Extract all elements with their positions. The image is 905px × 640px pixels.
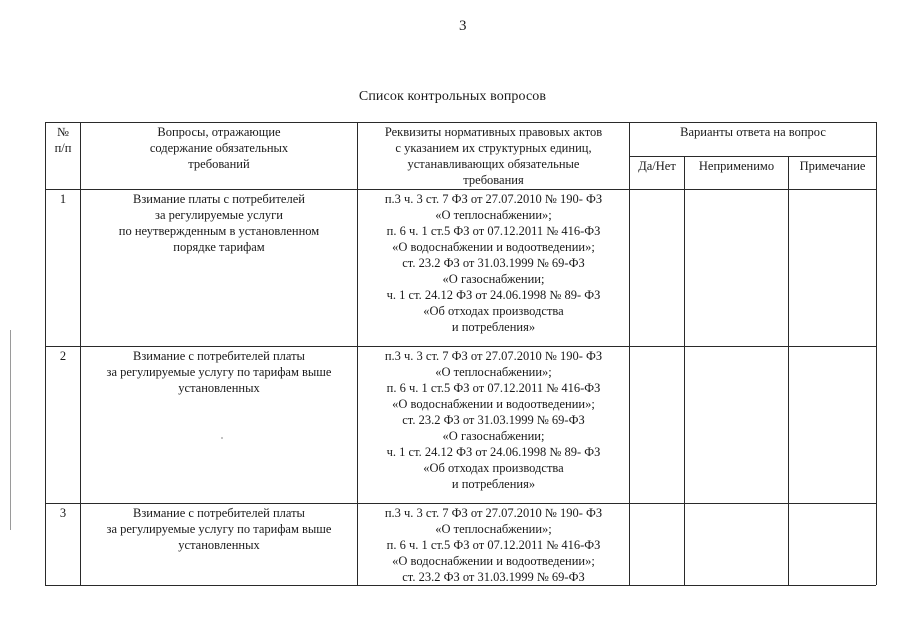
table-row [46,347,877,504]
requisite-line: п. 6 ч. 1 ст.5 ФЗ от 07.12.2011 № 416-ФЗ [386,224,601,238]
question-line: Взимание с потребителей платы [133,349,305,363]
header-requisites-line: требования [463,173,524,187]
question-line: по неутвержденным в установленном [118,224,320,238]
header-answer-yes-no: Да/Нет [630,156,685,190]
header-requisites-line: Реквизиты нормативных правовых актов [384,125,603,139]
question-line: установленных [178,381,260,395]
answer-note-cell[interactable] [789,504,877,587]
header-answers-group: Варианты ответа на вопрос [630,123,877,157]
requisite-line: «О газоснабжении; [442,272,545,286]
page-bottom-mask [0,585,905,640]
row-question [81,347,358,504]
header-questions [81,123,358,190]
scan-artifact-line [10,330,11,530]
requisite-line: «О водоснабжении и водоотведении»; [392,397,595,411]
header-requisites-line: с указанием их структурных единиц, [395,141,592,155]
requisite-line: «О теплоснабжении»; [435,522,552,536]
question-line: за регулируемые услугу по тарифам выше [106,522,332,536]
header-questions-line: содержание обязательных [149,141,289,155]
requisite-line: п. 6 ч. 1 ст.5 ФЗ от 07.12.2011 № 416-ФЗ [386,381,601,395]
header-num-line: п/п [54,141,72,155]
question-line: установленных [178,538,260,552]
row-requisites [358,504,630,587]
answer-na-cell[interactable] [685,190,789,347]
row-number: 1 [46,190,81,347]
header-answer-na: Неприменимо [685,156,789,190]
header-num [46,123,81,190]
question-line: за регулируемые услуги [155,208,283,222]
header-requisites [358,123,630,190]
answer-na-cell[interactable] [685,347,789,504]
requisite-line: п.3 ч. 3 ст. 7 ФЗ от 27.07.2010 № 190- ФЗ [384,192,603,206]
answer-yes-no-cell[interactable] [630,504,685,587]
row-question [81,504,358,587]
requisite-line: «О теплоснабжении»; [435,365,552,379]
table-header-row [46,123,877,157]
question-line: порядке тарифам [173,240,265,254]
answer-note-cell[interactable] [789,347,877,504]
answer-yes-no-cell[interactable] [630,190,685,347]
page-number: 3 [459,18,467,34]
requisite-line: «О водоснабжении и водоотведении»; [392,240,595,254]
requisite-line: п.3 ч. 3 ст. 7 ФЗ от 27.07.2010 № 190- ФЗ [384,506,603,520]
requisite-line: п. 6 ч. 1 ст.5 ФЗ от 07.12.2011 № 416-ФЗ [386,538,601,552]
requisite-line: п.3 ч. 3 ст. 7 ФЗ от 27.07.2010 № 190- ФЗ [384,349,603,363]
table-bottom-border [45,585,876,586]
header-answer-note: Примечание [789,156,877,190]
document-title: Список контрольных вопросов [358,89,547,104]
question-line: Взимание с потребителей платы [133,506,305,520]
requisite-line: ч. 1 ст. 24.12 ФЗ от 24.06.1998 № 89- ФЗ [386,288,601,302]
table-row [46,190,877,347]
header-requisites-line: устанавливающих обязательные [407,157,580,171]
table-row [46,504,877,587]
requisite-line: «Об отходах производства [423,461,564,475]
requisite-line: и потребления» [451,320,536,334]
header-num-line: № [57,125,69,139]
checklist-table [45,122,877,587]
answer-na-cell[interactable] [685,504,789,587]
question-line: Взимание платы с потребителей [133,192,305,206]
header-questions-line: Вопросы, отражающие [157,125,281,139]
answer-note-cell[interactable] [789,190,877,347]
requisite-line: «О теплоснабжении»; [435,208,552,222]
row-requisites [358,190,630,347]
question-line: за регулируемые услугу по тарифам выше [106,365,332,379]
requisite-line: «Об отходах производства [423,304,564,318]
row-question [81,190,358,347]
requisite-line: и потребления» [451,477,536,491]
requisite-line: ст. 23.2 ФЗ от 31.03.1999 № 69-ФЗ [402,413,585,427]
row-number: 3 [46,504,81,587]
row-requisites [358,347,630,504]
requisite-line: «О водоснабжении и водоотведении»; [392,554,595,568]
requisite-line: ст. 23.2 ФЗ от 31.03.1999 № 69-ФЗ [402,570,585,584]
requisite-line: ст. 23.2 ФЗ от 31.03.1999 № 69-ФЗ [402,256,585,270]
requisite-line: ч. 1 ст. 24.12 ФЗ от 24.06.1998 № 89- ФЗ [386,445,601,459]
row-number: 2 [46,347,81,504]
answer-yes-no-cell[interactable] [630,347,685,504]
requisite-line: «О газоснабжении; [442,429,545,443]
header-questions-line: требований [188,157,250,171]
